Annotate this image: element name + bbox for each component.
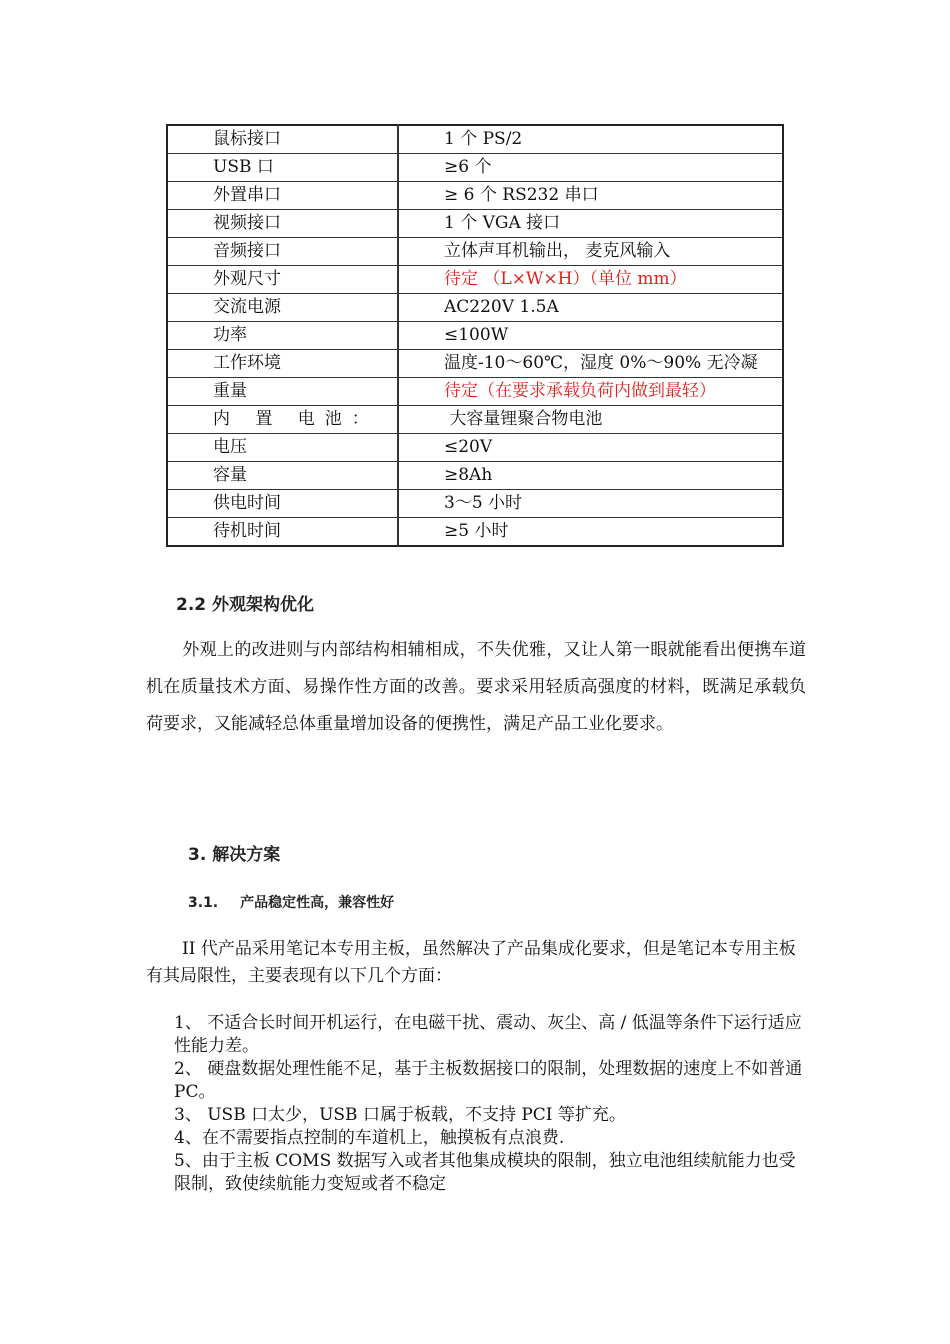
section-2-2-heading: 2.2 外观架构优化 [176, 595, 315, 615]
table-row [167, 182, 783, 210]
list-item: 3、 USB 口太少，USB 口属于板载，不支持 PCI 等扩充。 [174, 1105, 626, 1125]
table-row [167, 406, 783, 434]
section-3-1-title: 产品稳定性高，兼容性好 [240, 895, 395, 911]
table-row [167, 266, 783, 294]
spec-key: 重量 [167, 378, 398, 406]
spec-value: 立体声耳机输出， 麦克风输入 [398, 238, 783, 266]
spec-key: 视频接口 [167, 210, 398, 238]
section-2-2-paragraph [146, 632, 806, 743]
spec-value: 3～5 小时 [398, 490, 783, 518]
spec-value: ≥8Ah [398, 462, 783, 490]
section-2-2-paragraph-text: 外观上的改进则与内部结构相辅相成，不失优雅，又让人第一眼就能看出便携车道机在质量技术方面、易操作性方面的改善。要求采用轻质高强度的材料，既满足承载负荷要求，又能减轻总体重量增加设备的便携性，满足产品工业化要求。 [146, 640, 806, 734]
spec-key: 容量 [167, 462, 398, 490]
table-row [167, 378, 783, 406]
list-item: 2、 硬盘数据处理性能不足，基于主板数据接口的限制，处理数据的速度上不如普通 PC。 [174, 1059, 803, 1102]
section-3-heading: 3. 解决方案 [188, 845, 281, 865]
table-row [167, 462, 783, 490]
spec-table-body [167, 125, 783, 546]
list-item: 1、 不适合长时间开机运行，在电磁干扰、震动、灰尘、高 / 低温等条件下运行适应性能力差。 [174, 1013, 802, 1056]
spec-value: AC220V 1.5A [398, 294, 783, 322]
spec-value: ≥5 小时 [398, 518, 783, 547]
spec-value: ≥6 个 [398, 154, 783, 182]
spec-key: 外观尺寸 [167, 266, 398, 294]
spec-key: 外置串口 [167, 182, 398, 210]
table-row [167, 350, 783, 378]
spec-value: 待定 （L×W×H）（单位 mm） [398, 266, 783, 294]
section-3-1-number: 3.1. [188, 895, 219, 911]
spec-value: ≥ 6 个 RS232 串口 [398, 182, 783, 210]
issue-list [174, 1012, 806, 1196]
spec-key: 工作环境 [167, 350, 398, 378]
spec-value: 1 个 PS/2 [398, 125, 783, 154]
spec-key: 功率 [167, 322, 398, 350]
table-row [167, 294, 783, 322]
spec-value: 大容量锂聚合物电池 [398, 406, 783, 434]
spec-key: 供电时间 [167, 490, 398, 518]
spec-key: 电压 [167, 434, 398, 462]
table-row [167, 238, 783, 266]
table-row [167, 434, 783, 462]
spec-key: USB 口 [167, 154, 398, 182]
table-row [167, 125, 783, 154]
spec-value: 1 个 VGA 接口 [398, 210, 783, 238]
spec-key: 待机时间 [167, 518, 398, 547]
list-item: 5、由于主板 COMS 数据写入或者其他集成模块的限制，独立电池组续航能力也受限制，致使续航能力变短或者不稳定 [174, 1151, 796, 1194]
section-3-1-paragraph-text: II 代产品采用笔记本专用主板，虽然解决了产品集成化要求，但是笔记本专用主板有其局限性，主要表现有以下几个方面： [146, 939, 796, 986]
table-row [167, 518, 783, 547]
spec-value: ≤100W [398, 322, 783, 350]
table-row [167, 210, 783, 238]
spec-key: 内 置 电池： [167, 406, 398, 434]
spec-key: 音频接口 [167, 238, 398, 266]
section-3-1-heading [188, 892, 394, 912]
spec-value: ≤20V [398, 434, 783, 462]
spec-key: 交流电源 [167, 294, 398, 322]
list-item: 4、在不需要指点控制的车道机上，触摸板有点浪费. [174, 1128, 565, 1148]
spec-key: 鼠标接口 [167, 125, 398, 154]
table-row [167, 154, 783, 182]
spec-value: 待定（在要求承载负荷内做到最轻） [398, 378, 783, 406]
table-row [167, 490, 783, 518]
table-row [167, 322, 783, 350]
section-3-1-paragraph [146, 936, 806, 990]
spec-value: 温度-10～60℃，湿度 0%～90% 无冷凝 [398, 350, 783, 378]
spec-table [166, 124, 784, 547]
